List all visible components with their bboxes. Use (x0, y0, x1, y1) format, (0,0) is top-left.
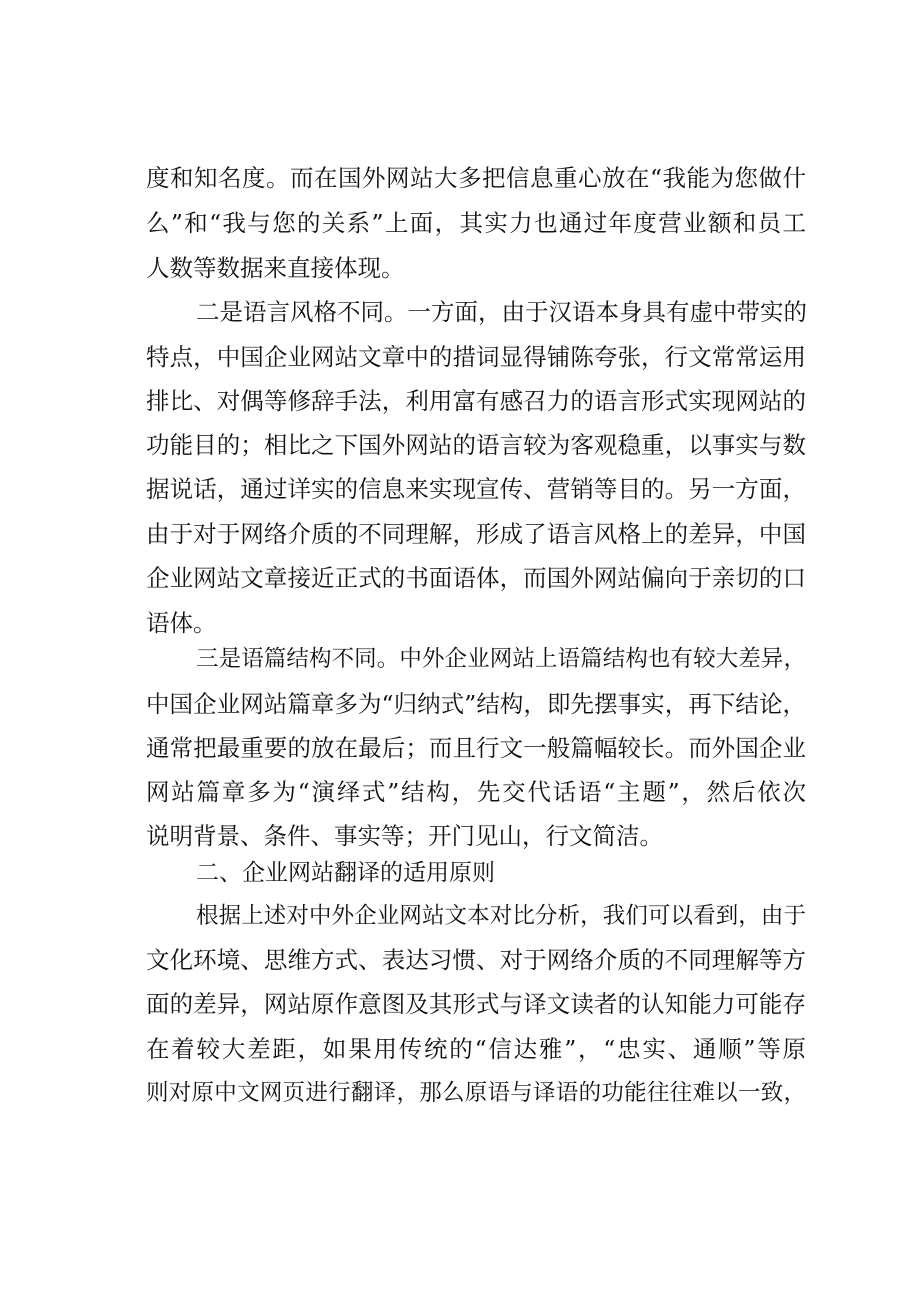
paragraph-4-line-2: 文化环境、思维方式、表达习惯、对于网络介质的不同理解等方 (146, 946, 806, 974)
paragraph-3-line-2: 中国企业网站篇章多为“归纳式”结构，即先摆事实，再下结论， (146, 690, 806, 718)
paragraph-3-line-4: 网站篇章多为“演绎式”结构，先交代话语“主题”，然后依次 (146, 778, 806, 806)
paragraph-4-line-3: 面的差异，网站原作意图及其形式与译文读者的认知能力可能存 (146, 990, 806, 1018)
paragraph-2-line-3: 排比、对偶等修辞手法，利用富有感召力的语言形式实现网站的 (146, 387, 806, 415)
paragraph-3-line-5: 说明背景、条件、事实等；开门见山，行文简洁。 (146, 822, 663, 850)
paragraph-3-line-3: 通常把最重要的放在最后；而且行文一般篇幅较长。而外国企业 (146, 734, 806, 762)
paragraph-2-line-6: 由于对于网络介质的不同理解，形成了语言风格上的差异，中国 (146, 520, 806, 548)
paragraph-1-line-3: 人数等数据来直接体现。 (146, 254, 405, 282)
paragraph-1-line-1: 度和知名度。而在国外网站大多把信息重心放在“我能为您做什 (146, 164, 806, 192)
paragraph-2-line-2: 特点，中国企业网站文章中的措词显得铺陈夸张，行文常常运用 (146, 343, 806, 371)
paragraph-2-line-1: 二是语言风格不同。一方面，由于汉语本身具有虚中带实的 (196, 298, 807, 326)
paragraph-1-line-2: 么”和“我与您的关系”上面，其实力也通过年度营业额和员工 (146, 209, 806, 237)
paragraph-4-line-1: 根据上述对中外企业网站文本对比分析，我们可以看到，由于 (196, 903, 806, 929)
section-heading: 二、企业网站翻译的适用原则 (196, 860, 495, 886)
paragraph-2-line-5: 据说话，通过详实的信息来实现宣传、营销等目的。另一方面， (146, 475, 806, 503)
paragraph-2-line-7: 企业网站文章接近正式的书面语体，而国外网站偏向于亲切的口 (146, 564, 806, 592)
paragraph-2-line-4: 功能目的；相比之下国外网站的语言较为客观稳重，以事实与数 (146, 431, 806, 459)
paragraph-4-line-4: 在着较大差距，如果用传统的“信达雅”，“忠实、通顺”等原 (146, 1035, 806, 1063)
paragraph-2-line-8: 语体。 (146, 609, 217, 637)
paragraph-3-line-1: 三是语篇结构不同。中外企业网站上语篇结构也有较大差异， (196, 646, 806, 672)
paragraph-4-line-5: 则对原中文网页进行翻译，那么原语与译语的功能往往难以一致， (146, 1080, 806, 1106)
